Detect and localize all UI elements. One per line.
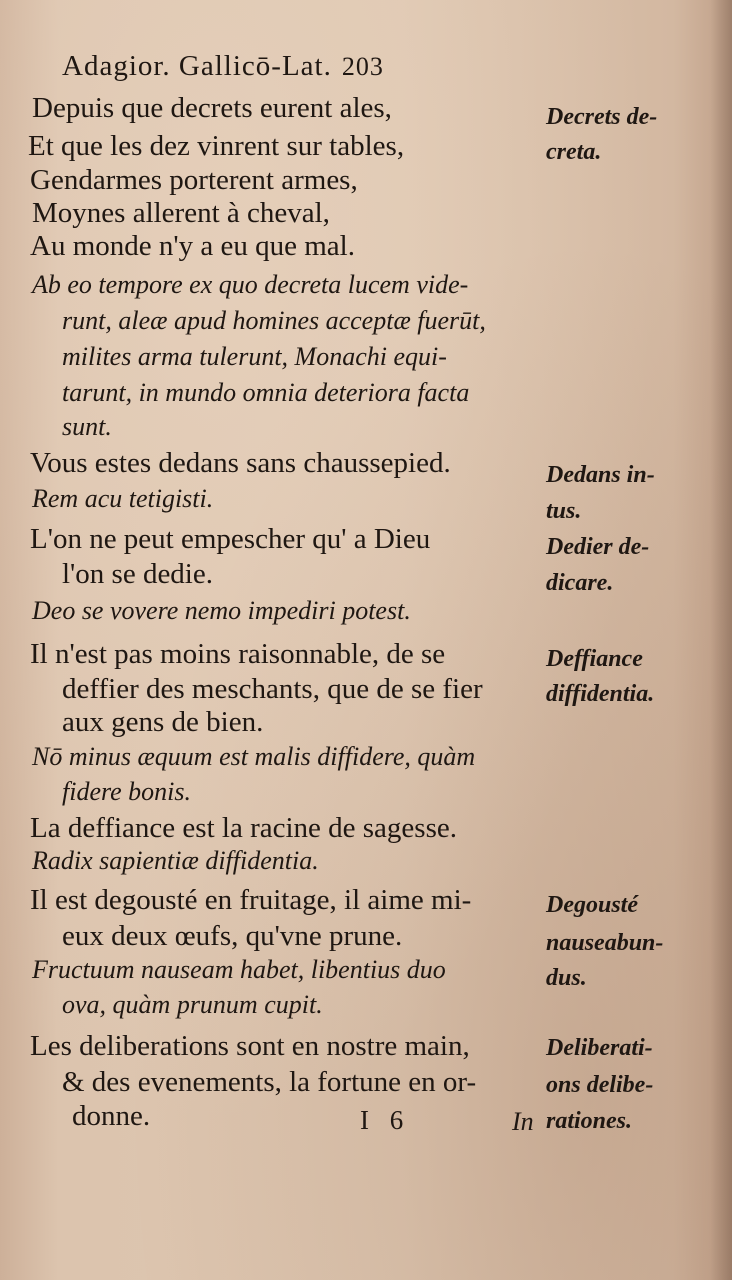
text-line: aux gens de bien.: [62, 706, 264, 738]
text-line: donne.: [72, 1100, 151, 1132]
margin-note: ons delibe-: [546, 1072, 654, 1098]
latin-line: Radix sapientiæ diffidentia.: [32, 846, 319, 875]
margin-note: dus.: [546, 965, 587, 991]
margin-note: rationes.: [546, 1108, 633, 1134]
latin-line: ova, quàm prunum cupit.: [62, 990, 323, 1019]
latin-line: Fructuum nauseam habet, libentius duo: [32, 955, 446, 984]
margin-note: Decrets de-: [546, 104, 658, 130]
text-line: & des evenements, la fortune en or-: [62, 1066, 477, 1098]
margin-note: Deliberati-: [546, 1035, 653, 1061]
margin-note: Dedans in-: [546, 462, 655, 488]
latin-line: Rem acu tetigisti.: [32, 484, 214, 513]
running-header: [62, 50, 562, 83]
text-line: L'on ne peut empescher qu' a Dieu: [30, 523, 431, 555]
margin-note: dicare.: [546, 570, 614, 596]
margin-note: nauseabun-: [546, 930, 664, 956]
latin-line: tarunt, in mundo omnia deteriora facta: [62, 378, 470, 407]
latin-line: sunt.: [62, 412, 112, 441]
signature-mark: I 6: [360, 1105, 404, 1135]
margin-note: Dedier de-: [546, 534, 650, 560]
text-line: Il n'est pas moins raisonnable, de se: [30, 638, 446, 670]
text-line: Et que les dez vinrent sur tables,: [28, 130, 405, 162]
page-edge-shadow: [710, 0, 732, 1280]
text-line: l'on se dedie.: [62, 558, 213, 590]
margin-note: Deffiance: [546, 646, 643, 672]
page-number: 203: [341, 52, 384, 81]
latin-line: runt, aleæ apud homines acceptæ fuerūt,: [62, 306, 486, 335]
latin-line: milites arma tulerunt, Monachi equi-: [62, 342, 447, 371]
latin-line: fidere bonis.: [62, 777, 192, 806]
margin-note: diffidentia.: [546, 681, 655, 707]
latin-line: Nō minus æquum est malis diffidere, quàm: [32, 742, 476, 771]
running-title: Adagior. Gallicō-Lat.: [62, 50, 332, 82]
margin-note: Degousté: [546, 892, 638, 918]
text-line: Au monde n'y a eu que mal.: [30, 230, 355, 262]
text-line: deffier des meschants, que de se fier: [62, 673, 483, 705]
text-line: Depuis que decrets eurent ales,: [32, 92, 392, 124]
text-line: Gendarmes porterent armes,: [30, 164, 358, 196]
latin-line: Ab eo tempore ex quo decreta lucem vide-: [32, 270, 469, 299]
text-line: Les deliberations sont en nostre main,: [30, 1030, 470, 1062]
margin-note: creta.: [546, 139, 602, 165]
text-line: Il est degousté en fruitage, il aime mi-: [30, 884, 472, 916]
text-line: eux deux œufs, qu'vne prune.: [62, 920, 403, 952]
text-line: Moynes allerent à cheval,: [32, 197, 330, 229]
margin-note: tus.: [546, 498, 582, 524]
text-line: Vous estes dedans sans chaussepied.: [30, 447, 451, 479]
latin-line: Deo se vovere nemo impediri potest.: [32, 596, 411, 625]
catchword: In: [512, 1107, 534, 1136]
text-line: La deffiance est la racine de sagesse.: [30, 812, 457, 844]
